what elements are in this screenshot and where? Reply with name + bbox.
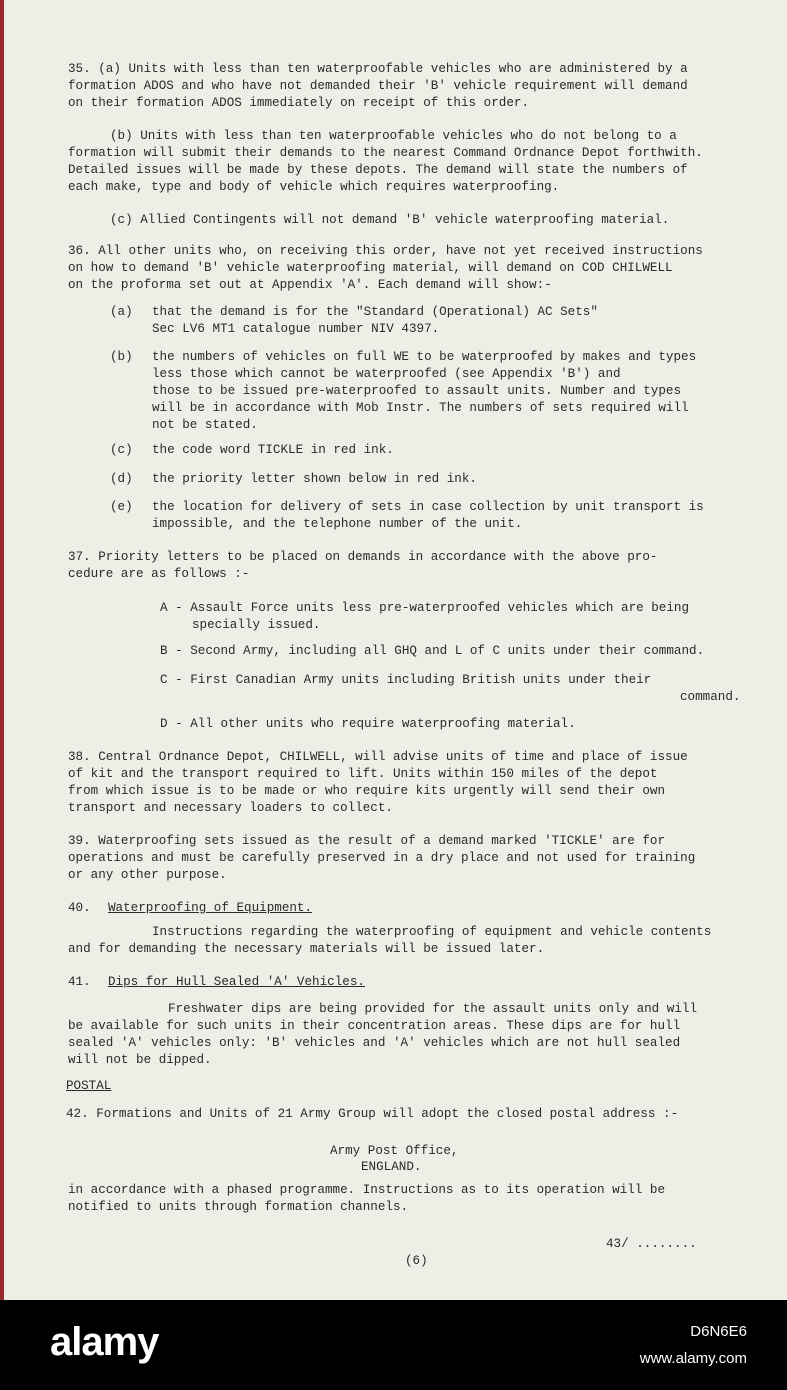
p39-line3: or any other purpose.: [68, 868, 227, 882]
p41-line1: Freshwater dips are being provided for the assault units only and will: [168, 1002, 698, 1016]
p35-b-line4: each make, type and body of vehicle which requires waterproofing.: [68, 180, 560, 194]
p36-line3: on the proforma set out at Appendix 'A'. Each demand will show:-: [68, 278, 552, 292]
p36-b-line5: not be stated.: [152, 418, 258, 432]
p41-line4: will not be dipped.: [68, 1053, 212, 1067]
p39-line1: 39. Waterproofing sets issued as the result of a demand marked 'TICKLE' are for: [68, 834, 666, 848]
p36-e-line1: the location for delivery of sets in case collection by unit transport is: [152, 500, 704, 514]
postal-line1: 42. Formations and Units of 21 Army Group will adopt the closed postal address :-: [66, 1107, 679, 1121]
site-url: www.alamy.com: [639, 1350, 747, 1367]
p36-d-line1: the priority letter shown below in red ink.: [152, 472, 477, 486]
p37-A-line1: A - Assault Force units less pre-waterproofed vehicles which are being: [160, 601, 690, 615]
p38-line4: transport and necessary loaders to collect.: [68, 801, 393, 815]
p38-line3: from which issue is to be made or who require kits urgently will send their own: [68, 784, 666, 798]
alamy-logo: alamy: [50, 1320, 159, 1364]
p36-e-line2: impossible, and the telephone number of the unit.: [152, 517, 523, 531]
p40-line2: and for demanding the necessary materials will be issued later.: [68, 942, 545, 956]
p37-line2: cedure are as follows :-: [68, 567, 250, 581]
p41-line3: sealed 'A' vehicles only: 'B' vehicles and 'A' vehicles which are not hull sealed: [68, 1036, 681, 1050]
p37-C-line2: command.: [680, 690, 741, 704]
page-edge: [0, 0, 4, 1300]
p36-line1: 36. All other units who, on receiving this order, have not yet received instructions: [68, 244, 703, 258]
p36-d-label: (d): [110, 472, 133, 486]
p35-c-line1: (c) Allied Contingents will not demand 'B' vehicle waterproofing material.: [110, 213, 670, 227]
p35-b-line1: (b) Units with less than ten waterproofable vehicles who do not belong to a: [110, 129, 677, 143]
p41-line2: be available for such units in their concentration areas. These dips are for hull: [68, 1019, 681, 1033]
p35-b-line2: formation will submit their demands to the nearest Command Ordnance Depot forthwith.: [68, 146, 703, 160]
p41-number: 41.: [68, 975, 91, 989]
postal-address-line2: ENGLAND.: [361, 1160, 422, 1174]
p36-e-label: (e): [110, 500, 133, 514]
p40-heading: Waterproofing of Equipment.: [108, 901, 313, 915]
p40-number: 40.: [68, 901, 91, 915]
p35-b-line3: Detailed issues will be made by these depots. The demand will state the numbers of: [68, 163, 688, 177]
p37-B-line1: B - Second Army, including all GHQ and L of C units under their command.: [160, 644, 705, 658]
p36-b-line3: those to be issued pre-waterproofed to assault units. Number and types: [152, 384, 682, 398]
p37-A-line2: specially issued.: [192, 618, 321, 632]
p36-b-label: (b): [110, 350, 133, 364]
p37-C-line1: C - First Canadian Army units including British units under their: [160, 673, 652, 687]
p35-a-line2: formation ADOS and who have not demanded their 'B' vehicle requirement will demand: [68, 79, 688, 93]
p37-D-line1: D - All other units who require waterproofing material.: [160, 717, 576, 731]
postal-address-line1: Army Post Office,: [330, 1144, 459, 1158]
p38-line1: 38. Central Ordnance Depot, CHILWELL, will advise units of time and place of issue: [68, 750, 688, 764]
postal-heading: POSTAL: [66, 1079, 112, 1093]
continuation-marker: 43/ ........: [606, 1237, 697, 1251]
image-id: D6N6E6: [690, 1323, 747, 1340]
p36-b-line1: the numbers of vehicles on full WE to be waterproofed by makes and types: [152, 350, 697, 364]
p36-a-line2: Sec LV6 MT1 catalogue number NIV 4397.: [152, 322, 440, 336]
p40-line1: Instructions regarding the waterproofing of equipment and vehicle contents: [152, 925, 712, 939]
p36-b-line2: less those which cannot be waterproofed (see Appendix 'B') and: [152, 367, 621, 381]
p39-line2: operations and must be carefully preserved in a dry place and not used for training: [68, 851, 696, 865]
p36-c-line1: the code word TICKLE in red ink.: [152, 443, 394, 457]
postal-line3: notified to units through formation channels.: [68, 1200, 409, 1214]
p35-a-line1: 35. (a) Units with less than ten waterproofable vehicles who are administered by a: [68, 62, 688, 76]
p36-a-label: (a): [110, 305, 133, 319]
p35-a-line3: on their formation ADOS immediately on receipt of this order.: [68, 96, 530, 110]
p36-c-label: (c): [110, 443, 133, 457]
p36-b-line4: will be in accordance with Mob Instr. The numbers of sets required will: [152, 401, 689, 415]
p38-line2: of kit and the transport required to lift. Units within 150 miles of the depot: [68, 767, 658, 781]
postal-line2: in accordance with a phased programme. Instructions as to its operation will be: [68, 1183, 666, 1197]
p41-heading: Dips for Hull Sealed 'A' Vehicles.: [108, 975, 365, 989]
p36-a-line1: that the demand is for the "Standard (Operational) AC Sets": [152, 305, 598, 319]
page-number: (6): [405, 1254, 428, 1268]
p37-line1: 37. Priority letters to be placed on demands in accordance with the above pro-: [68, 550, 658, 564]
p36-line2: on how to demand 'B' vehicle waterproofing material, will demand on COD CHILWELL: [68, 261, 673, 275]
